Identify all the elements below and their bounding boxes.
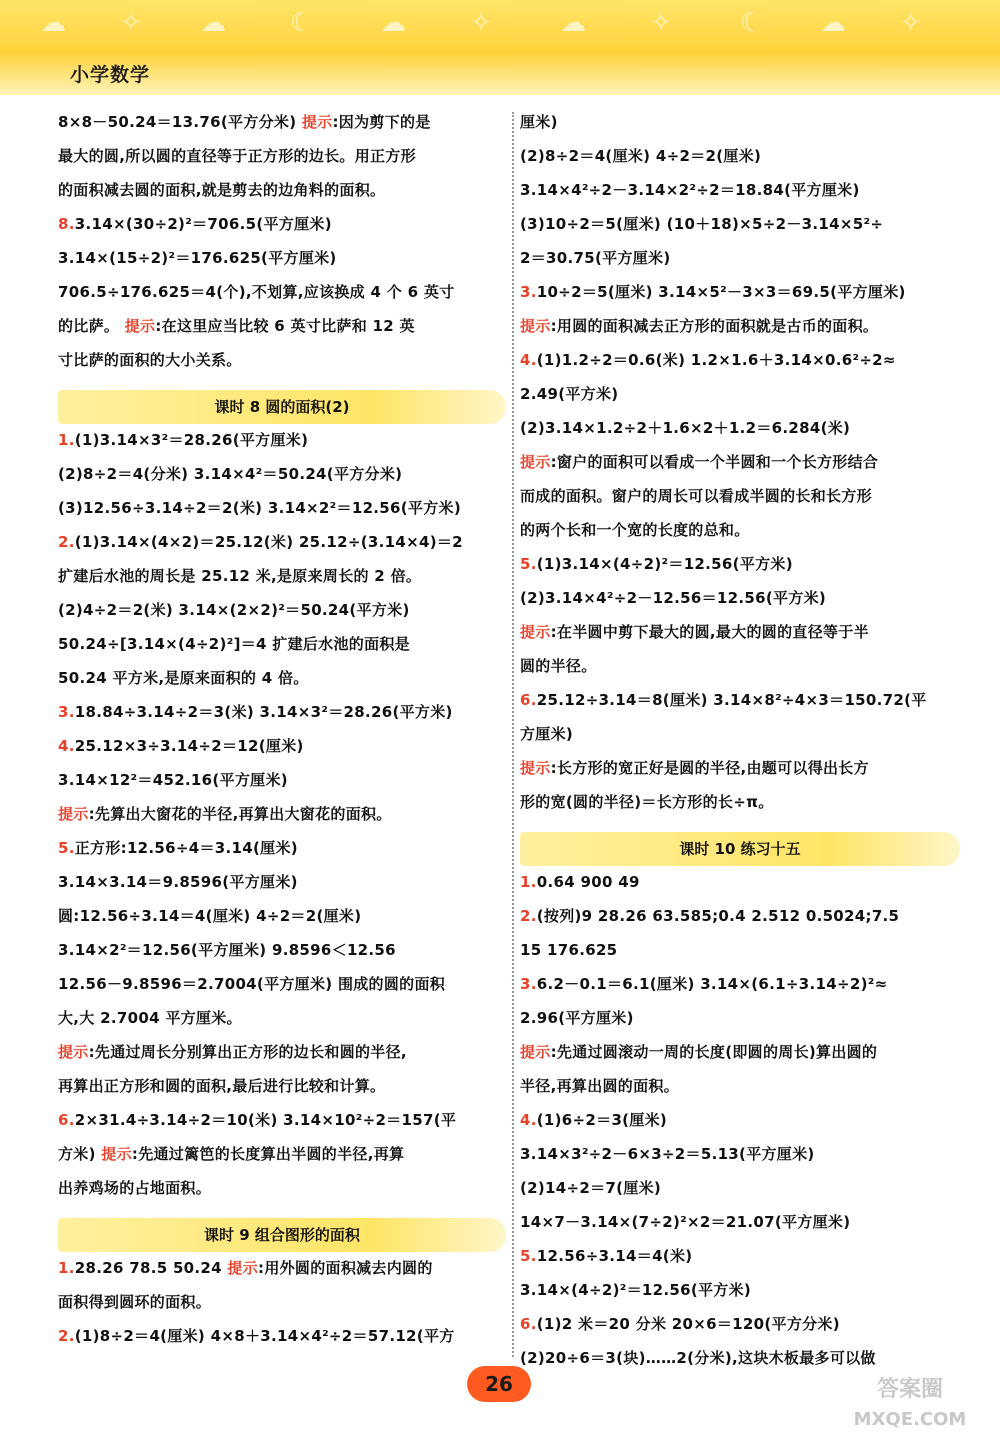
cloud-icon: ☁	[40, 8, 66, 38]
left-answer-column	[58, 112, 506, 1360]
watermark-logo	[830, 1375, 990, 1445]
answer-line	[58, 214, 506, 248]
answer-text: 18.84÷3.14÷2＝3(米) 3.14×3²＝28.26(平方米)	[74, 703, 453, 721]
section-heading: 课时 9 组合图形的面积	[58, 1218, 506, 1252]
answer-text: 半径,再算出圆的面积。	[520, 1077, 679, 1095]
answer-text: 6.2－0.1＝6.1(厘米) 3.14×(6.1÷3.14÷2)²≈	[536, 975, 888, 993]
answer-line	[58, 872, 506, 906]
answer-text: (2)3.14×1.2÷2＋1.6×2＋1.2＝6.284(米)	[520, 419, 851, 437]
answer-line	[58, 282, 506, 316]
answer-text: 再算出正方形和圆的面积,最后进行比较和计算。	[58, 1077, 386, 1095]
answer-text: (1)3.14×(4×2)＝25.12(米) 25.12÷(3.14×4)＝2	[74, 533, 463, 551]
answer-line	[520, 758, 960, 792]
answer-line	[58, 532, 506, 566]
answer-line	[58, 736, 506, 770]
moon-icon: ☾	[740, 8, 764, 38]
question-number: 3.	[58, 703, 75, 721]
question-number: 1.	[58, 1259, 75, 1277]
answer-line	[520, 656, 960, 690]
cloud-icon: ☁	[560, 8, 586, 38]
answer-line	[520, 1178, 960, 1212]
answer-line	[520, 486, 960, 520]
answer-text: :先通过篱笆的长度算出半圆的半径,再算	[131, 1145, 405, 1163]
answer-text: :先算出大窗花的半径,再算出大窗花的面积。	[88, 805, 392, 823]
answer-text: 的面积减去圆的面积,就是剪去的边角料的面积。	[58, 181, 386, 199]
answer-line	[520, 1008, 960, 1042]
answer-text: 2×31.4÷3.14÷2＝10(米) 3.14×10²÷2＝157(平	[74, 1111, 457, 1129]
answer-text: 12.56－9.8596＝2.7004(平方厘米) 围成的圆的面积	[58, 975, 446, 993]
answer-line	[520, 248, 960, 282]
answer-text: 2.96(平方厘米)	[520, 1009, 634, 1027]
answer-line	[58, 838, 506, 872]
answer-text: 正方形:12.56÷4＝3.14(厘米)	[74, 839, 298, 857]
question-number: 4.	[520, 351, 537, 369]
answer-line	[520, 792, 960, 826]
answer-text: 厘米)	[520, 113, 558, 131]
answer-text: (3)12.56÷3.14÷2＝2(米) 3.14×2²＝12.56(平方米)	[58, 499, 461, 517]
answer-text: :用圆的面积减去正方形的面积就是古币的面积。	[550, 317, 879, 335]
answer-line	[58, 566, 506, 600]
answer-line	[58, 430, 506, 464]
answer-line	[520, 724, 960, 758]
answer-text: 25.12÷3.14＝8(厘米) 3.14×8²÷4×3＝150.72(平	[536, 691, 927, 709]
hint-label: 提示	[124, 317, 156, 335]
cloud-icon: ☁	[820, 8, 846, 38]
answer-text: :因为剪下的是	[332, 113, 431, 131]
answer-line	[520, 180, 960, 214]
answer-line	[520, 1110, 960, 1144]
answer-text: 扩建后水池的周长是 25.12 米,是原来周长的 2 倍。	[58, 567, 422, 585]
answer-line	[520, 554, 960, 588]
answer-text: :长方形的宽正好是圆的半径,由题可以得出长方	[550, 759, 869, 777]
answer-text: 3.14×4²÷2－3.14×2²÷2＝18.84(平方厘米)	[520, 181, 860, 199]
answer-text: 0.64 900 49	[536, 873, 640, 891]
question-number: 4.	[520, 1111, 537, 1129]
cloud-icon: ☁	[200, 8, 226, 38]
answer-line	[520, 690, 960, 724]
answer-line	[58, 974, 506, 1008]
answer-text: 寸比萨的面积的大小关系。	[58, 351, 242, 369]
answer-text: 3.14×(15÷2)²＝176.625(平方厘米)	[58, 249, 337, 267]
answer-text: 3.14×2²＝12.56(平方厘米) 9.8596＜12.56	[58, 941, 396, 959]
star-icon: ✧	[120, 8, 142, 38]
answer-text: (2)14÷2＝7(厘米)	[520, 1179, 662, 1197]
cloud-icon: ☁	[380, 8, 406, 38]
watermark-url: MXQE.COM	[853, 1409, 967, 1430]
answer-line	[58, 1292, 506, 1326]
answer-line	[58, 464, 506, 498]
question-number: 2.	[58, 533, 75, 551]
answer-line	[58, 1076, 506, 1110]
answer-text: 出养鸡场的占地面积。	[58, 1179, 212, 1197]
answer-line	[58, 1008, 506, 1042]
answer-text: (按列)9 28.26 63.585;0.4 2.512 0.5024;7.5	[536, 907, 900, 925]
answer-text: 大,大 2.7004 平方厘米。	[58, 1009, 242, 1027]
answer-text: (1)2 米＝20 分米 20×6＝120(平方分米)	[536, 1315, 840, 1333]
answer-text: (1)3.14×3²＝28.26(平方厘米)	[74, 431, 309, 449]
question-number: 1.	[58, 431, 75, 449]
answer-text: (2)4÷2＝2(米) 3.14×(2×2)²＝50.24(平方米)	[58, 601, 410, 619]
answer-line	[520, 520, 960, 554]
hint-label: 提示	[58, 1043, 89, 1061]
answer-line	[520, 1212, 960, 1246]
hint-label: 提示	[58, 805, 89, 823]
question-number: 5.	[520, 1247, 537, 1265]
answer-line	[520, 1076, 960, 1110]
answer-line	[520, 350, 960, 384]
star-icon: ✧	[650, 8, 672, 38]
star-icon: ✧	[900, 8, 922, 38]
answer-line	[520, 872, 960, 906]
answer-text: 2.49(平方米)	[520, 385, 619, 403]
hint-label: 提示	[520, 623, 551, 641]
question-number: 6.	[520, 1315, 537, 1333]
book-title: 小学数学	[70, 64, 151, 86]
answer-text: 的比萨。	[58, 317, 125, 335]
answer-line	[58, 112, 506, 146]
question-number: 6.	[520, 691, 537, 709]
answer-text: 3.14×3²÷2－6×3÷2＝5.13(平方厘米)	[520, 1145, 815, 1163]
right-answer-column	[520, 112, 960, 1382]
answer-line	[58, 668, 506, 702]
answer-line	[58, 1178, 506, 1212]
question-number: 2.	[58, 1327, 75, 1345]
answer-text: 706.5÷176.625＝4(个),不划算,应该换成 4 个 6 英寸	[58, 283, 455, 301]
answer-text: 28.26 78.5 50.24	[74, 1259, 228, 1277]
answer-text: (2)3.14×4²÷2－12.56＝12.56(平方米)	[520, 589, 827, 607]
watermark-text: 答案圈	[876, 1377, 943, 1402]
hint-label: 提示	[227, 1259, 259, 1277]
answer-text: 形的宽(圆的半径)＝长方形的长÷π。	[520, 793, 774, 811]
answer-text: (1)3.14×(4÷2)²＝12.56(平方米)	[536, 555, 793, 573]
answer-line	[58, 316, 506, 350]
answer-line	[58, 248, 506, 282]
question-number: 8.	[58, 215, 75, 233]
answer-text: 方厘米)	[520, 725, 574, 743]
answer-text: 圆:12.56÷3.14＝4(厘米) 4÷2＝2(厘米)	[58, 907, 362, 925]
answer-text: (2)8÷2＝4(分米) 3.14×4²＝50.24(平方分米)	[58, 465, 403, 483]
hint-label: 提示	[520, 1043, 551, 1061]
answer-line	[520, 588, 960, 622]
question-number: 2.	[520, 907, 537, 925]
question-number: 1.	[520, 873, 537, 891]
answer-text: 面积得到圆环的面积。	[58, 1293, 212, 1311]
answer-text: :窗户的面积可以看成一个半圆和一个长方形结合	[550, 453, 879, 471]
answer-text: (1)6÷2＝3(厘米)	[536, 1111, 668, 1129]
answer-line	[520, 282, 960, 316]
answer-line	[520, 316, 960, 350]
answer-line	[520, 1144, 960, 1178]
hint-label: 提示	[520, 317, 551, 335]
answer-line	[520, 146, 960, 180]
answer-line	[520, 452, 960, 486]
answer-line	[520, 384, 960, 418]
answer-text: 8×8－50.24＝13.76(平方分米)	[58, 113, 302, 131]
answer-text: (1)8÷2＝4(厘米) 4×8＋3.14×4²÷2＝57.12(平方	[74, 1327, 455, 1345]
answer-line	[58, 770, 506, 804]
answer-line	[58, 804, 506, 838]
answer-text: :在这里应当比较 6 英寸比萨和 12 英	[155, 317, 415, 335]
answer-text: (3)10÷2＝5(厘米) (10＋18)×5÷2－3.14×5²÷	[520, 215, 884, 233]
answer-line	[58, 600, 506, 634]
answer-line	[520, 1280, 960, 1314]
answer-line	[58, 940, 506, 974]
question-number: 4.	[58, 737, 75, 755]
answer-line	[520, 418, 960, 452]
section-heading: 课时 8 圆的面积(2)	[58, 390, 506, 424]
answer-text: (2)20÷6＝3(块)……2(分米),这块木板最多可以做	[520, 1349, 876, 1367]
answer-text: 10÷2＝5(厘米) 3.14×5²－3×3＝69.5(平方厘米)	[536, 283, 906, 301]
hint-label: 提示	[520, 453, 551, 471]
page-number: 26	[467, 1366, 531, 1402]
section-heading: 课时 10 练习十五	[520, 832, 960, 866]
answer-text: :先通过圆滚动一周的长度(即圆的周长)算出圆的	[550, 1043, 878, 1061]
answer-line	[520, 1246, 960, 1280]
answer-line	[58, 634, 506, 668]
answer-line	[58, 1258, 506, 1292]
answer-text: 25.12×3÷3.14÷2＝12(厘米)	[74, 737, 304, 755]
answer-text: (2)8÷2＝4(厘米) 4÷2＝2(厘米)	[520, 147, 762, 165]
hint-label: 提示	[301, 113, 333, 131]
answer-line	[58, 498, 506, 532]
answer-text: 14×7－3.14×(7÷2)²×2＝21.07(平方厘米)	[520, 1213, 851, 1231]
answer-text: 最大的圆,所以圆的直径等于正方形的边长。用正方形	[58, 147, 416, 165]
answer-line	[520, 1042, 960, 1076]
answer-line	[520, 906, 960, 940]
question-number: 5.	[58, 839, 75, 857]
answer-text: 的两个长和一个宽的长度的总和。	[520, 521, 750, 539]
answer-line	[58, 702, 506, 736]
answer-text: 圆的半径。	[520, 657, 597, 675]
question-number: 3.	[520, 283, 537, 301]
answer-line	[58, 146, 506, 180]
answer-line	[520, 974, 960, 1008]
answer-line	[58, 1144, 506, 1178]
column-divider	[512, 112, 514, 1357]
answer-line	[520, 112, 960, 146]
answer-text: :用外圆的面积减去内圆的	[258, 1259, 433, 1277]
answer-text: 12.56÷3.14＝4(米)	[536, 1247, 693, 1265]
answer-text: 3.14×(30÷2)²＝706.5(平方厘米)	[74, 215, 332, 233]
answer-text: 3.14×12²＝452.16(平方厘米)	[58, 771, 288, 789]
answer-line	[58, 350, 506, 384]
answer-text: 2＝30.75(平方厘米)	[520, 249, 671, 267]
moon-icon: ☾	[290, 8, 314, 38]
answer-line	[520, 622, 960, 656]
answer-text: 50.24 平方米,是原来面积的 4 倍。	[58, 669, 309, 687]
star-icon: ✧	[470, 8, 492, 38]
answer-text: 而成的面积。窗户的周长可以看成半圆的长和长方形	[520, 487, 872, 505]
answer-text: 50.24÷[3.14×(4÷2)²]＝4 扩建后水池的面积是	[58, 635, 410, 653]
answer-line	[520, 940, 960, 974]
answer-line	[58, 1326, 506, 1360]
question-number: 5.	[520, 555, 537, 573]
answer-line	[520, 214, 960, 248]
answer-line	[58, 180, 506, 214]
answer-text: :在半圆中剪下最大的圆,最大的圆的直径等于半	[550, 623, 869, 641]
answer-text: 15 176.625	[520, 941, 618, 959]
answer-line	[58, 906, 506, 940]
answer-line	[58, 1042, 506, 1076]
answer-text: (1)1.2÷2＝0.6(米) 1.2×1.6＋3.14×0.6²÷2≈	[536, 351, 896, 369]
answer-line	[58, 1110, 506, 1144]
answer-text: 3.14×(4÷2)²＝12.56(平方米)	[520, 1281, 752, 1299]
answer-line	[520, 1314, 960, 1348]
hint-label: 提示	[101, 1145, 132, 1163]
answer-text: :先通过周长分别算出正方形的边长和圆的半径,	[88, 1043, 407, 1061]
answer-text: 方米)	[58, 1145, 102, 1163]
question-number: 3.	[520, 975, 537, 993]
answer-text: 3.14×3.14＝9.8596(平方厘米)	[58, 873, 298, 891]
question-number: 6.	[58, 1111, 75, 1129]
hint-label: 提示	[520, 759, 551, 777]
